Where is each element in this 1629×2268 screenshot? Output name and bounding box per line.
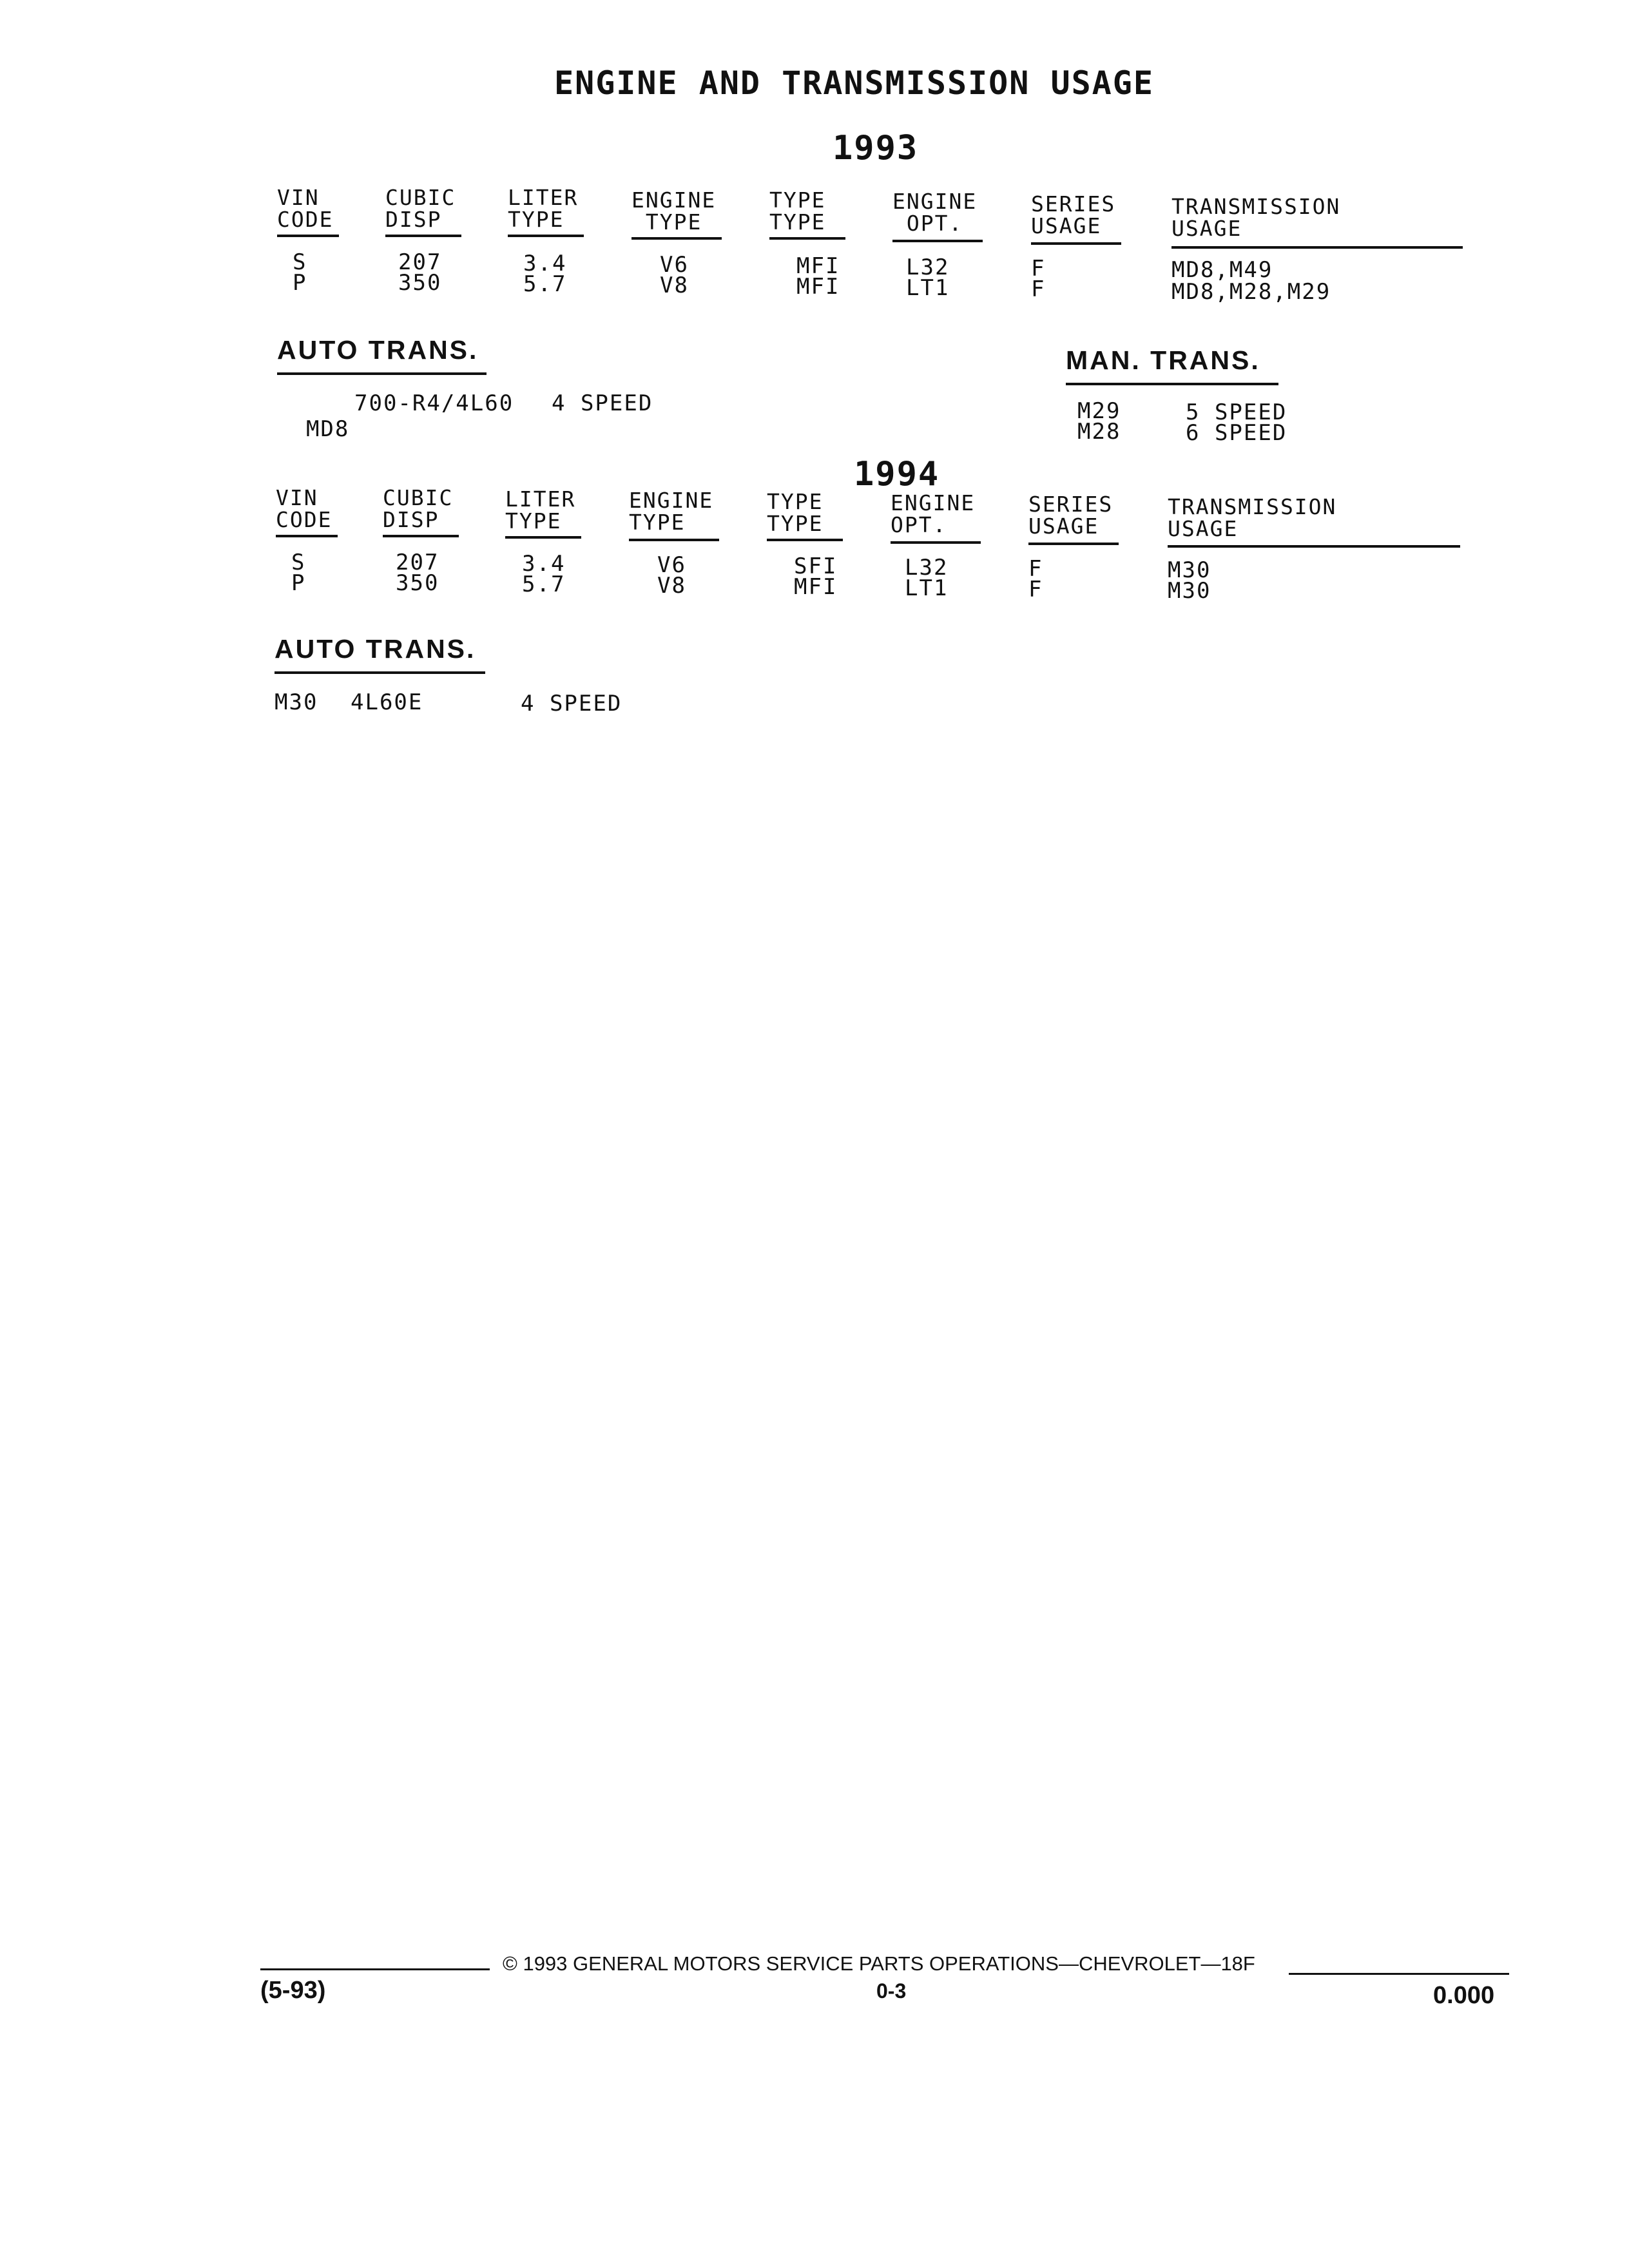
cell-opt: L32 — [906, 255, 950, 280]
header-rule — [1168, 545, 1460, 548]
footer-section-number: 0.000 — [1433, 1982, 1495, 2009]
cell-series: F — [1031, 276, 1046, 302]
cell-transmission: MD8,M28,M29 — [1171, 279, 1331, 305]
section-rule — [277, 372, 487, 375]
cell-type: MFI — [794, 574, 838, 600]
header-type-type: TYPE TYPE — [769, 187, 826, 235]
header-rule — [383, 535, 459, 537]
page-title: ENGINE AND TRANSMISSION USAGE — [554, 64, 1154, 102]
header-vin-code: VIN CODE — [276, 485, 333, 532]
cell-series: F — [1028, 556, 1043, 582]
cell-type: MFI — [796, 274, 840, 300]
header-engine-type: ENGINE TYPE — [631, 187, 717, 235]
section-rule — [1066, 383, 1278, 385]
man-trans-speed: 6 SPEED — [1186, 420, 1287, 446]
header-series-usage: SERIES USAGE — [1031, 191, 1116, 238]
year-1993-heading: 1993 — [833, 129, 919, 168]
cell-type: SFI — [794, 553, 838, 579]
header-rule — [769, 237, 845, 240]
auto-trans-heading: AUTO TRANS. — [275, 634, 476, 664]
header-transmission-usage: TRANSMISSION USAGE — [1171, 194, 1341, 241]
header-rule — [631, 237, 722, 240]
cell-disp: 207 — [398, 249, 442, 275]
footer-rule-left — [260, 1968, 490, 1970]
header-rule — [1171, 246, 1463, 249]
cell-engine: V6 — [660, 252, 689, 278]
header-type-type: TYPE TYPE — [767, 489, 824, 536]
cell-opt: LT1 — [906, 275, 950, 301]
header-rule — [767, 539, 843, 541]
cell-transmission: M30 — [1168, 557, 1211, 583]
cell-engine: V8 — [657, 573, 686, 599]
footer-rule-right — [1289, 1973, 1509, 1975]
header-rule — [277, 235, 339, 237]
man-trans-heading: MAN. TRANS. — [1066, 345, 1260, 375]
header-rule — [276, 535, 338, 537]
cell-disp: 350 — [396, 570, 439, 596]
header-cubic-disp: CUBIC DISP — [383, 485, 454, 532]
header-engine-opt: ENGINE OPT. — [892, 189, 978, 236]
header-vin-code: VIN CODE — [277, 185, 334, 232]
header-rule — [892, 240, 983, 242]
cell-type: MFI — [796, 253, 840, 279]
header-engine-opt: ENGINE OPT. — [891, 490, 976, 537]
cell-vin: S — [293, 249, 307, 275]
cell-disp: 350 — [398, 270, 442, 296]
header-rule — [508, 235, 584, 237]
header-liter-type: LITER TYPE — [508, 185, 579, 232]
cell-liter: 3.4 — [523, 251, 567, 276]
header-cubic-disp: CUBIC DISP — [385, 185, 456, 232]
cell-opt: L32 — [905, 555, 949, 581]
cell-opt: LT1 — [905, 575, 949, 601]
header-liter-type: LITER TYPE — [505, 486, 576, 533]
cell-vin: S — [291, 550, 306, 575]
header-rule — [629, 539, 719, 541]
cell-series: F — [1031, 256, 1046, 282]
auto-trans-heading: AUTO TRANS. — [277, 335, 479, 365]
cell-liter: 5.7 — [522, 572, 566, 597]
man-trans-code: M29 — [1077, 398, 1121, 424]
footer-page-number: 0-3 — [876, 1979, 907, 2003]
header-rule — [385, 235, 461, 237]
header-rule — [1028, 543, 1119, 545]
auto-trans-code: M30 — [275, 689, 318, 715]
cell-series: F — [1028, 577, 1043, 602]
footer-date-code: (5-93) — [260, 1977, 326, 2004]
cell-liter: 5.7 — [523, 271, 567, 297]
man-trans-code: M28 — [1077, 419, 1121, 445]
header-rule — [1031, 242, 1121, 245]
header-transmission-usage: TRANSMISSION USAGE — [1168, 494, 1337, 541]
auto-trans-speed: 4 SPEED — [521, 691, 622, 716]
cell-engine: V6 — [657, 552, 686, 578]
man-trans-speed: 5 SPEED — [1186, 399, 1287, 425]
header-engine-type: ENGINE TYPE — [629, 488, 714, 535]
cell-transmission: MD8,M49 — [1171, 257, 1273, 283]
footer-copyright: © 1993 GENERAL MOTORS SERVICE PARTS OPERATIONS—CHEVROLET—18F — [503, 1952, 1255, 1975]
auto-trans-speed: 4 SPEED — [552, 390, 653, 416]
cell-vin: P — [291, 570, 306, 596]
cell-disp: 207 — [396, 550, 439, 575]
cell-engine: V8 — [660, 273, 689, 298]
cell-liter: 3.4 — [522, 551, 566, 577]
header-rule — [891, 541, 981, 544]
cell-vin: P — [293, 270, 307, 296]
auto-trans-model: 700-R4/4L60 — [354, 390, 514, 416]
auto-trans-model: 4L60E — [351, 689, 423, 715]
auto-trans-item — [277, 390, 349, 442]
cell-transmission: M30 — [1168, 578, 1211, 604]
year-1994-heading: 1994 — [854, 455, 940, 494]
auto-trans-code: MD8 — [305, 416, 350, 442]
header-rule — [505, 536, 581, 539]
header-series-usage: SERIES USAGE — [1028, 492, 1113, 539]
section-rule — [275, 671, 485, 674]
